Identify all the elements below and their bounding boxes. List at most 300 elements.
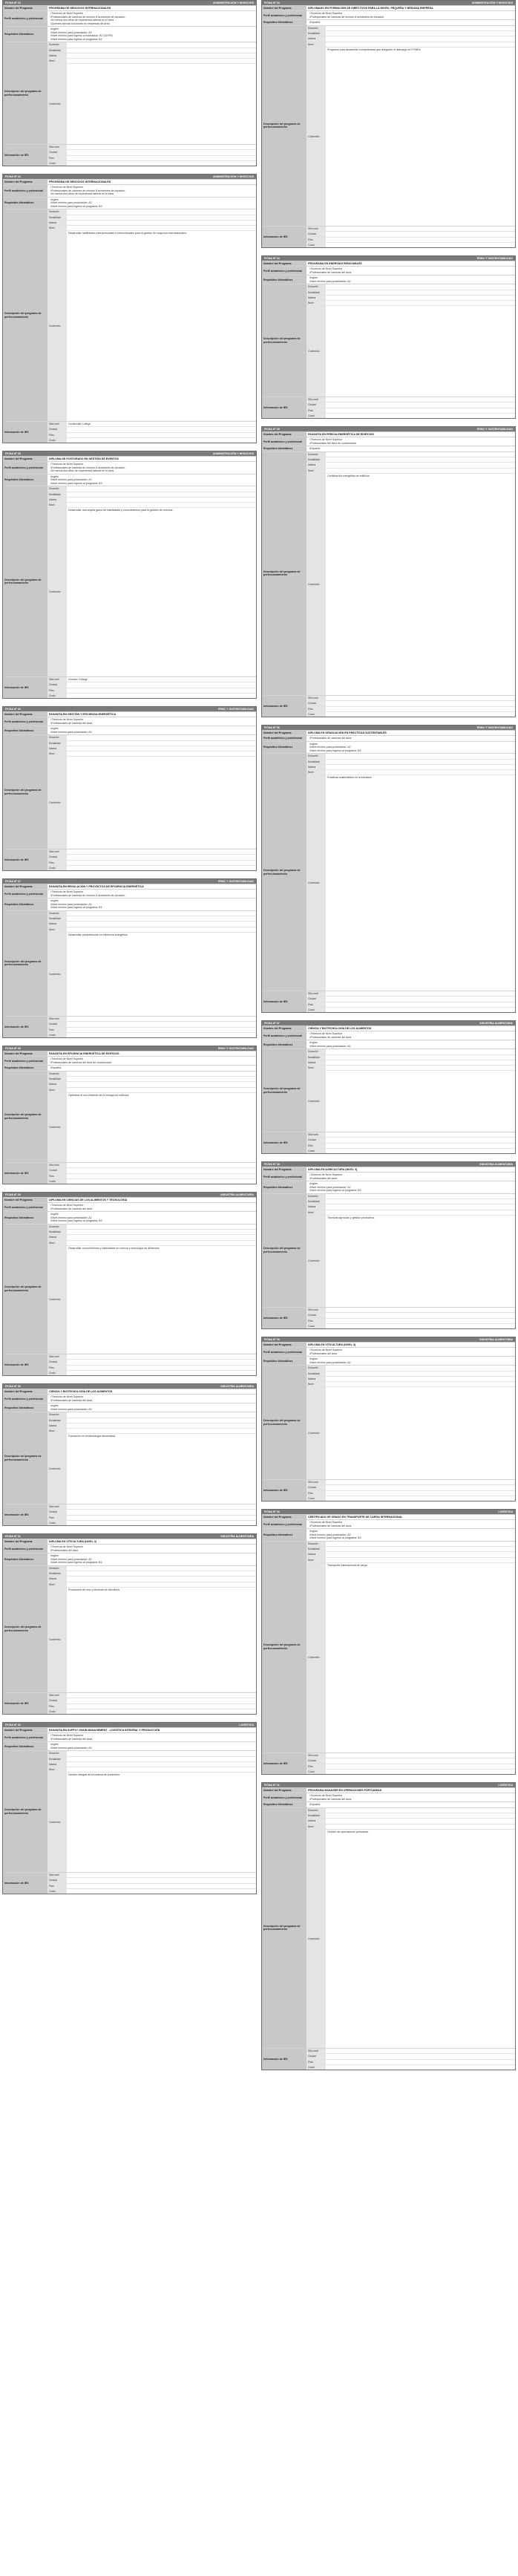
info-row <box>3 144 256 166</box>
requirements-label: Requisitos Idiomáticos <box>262 275 306 284</box>
field-label: Idioma <box>306 1377 326 1381</box>
requirement-item: • Nivel mínimo para postulación: A2 <box>308 1186 514 1189</box>
info-cost <box>47 865 256 870</box>
field-modality <box>47 1571 256 1576</box>
requirement-item: • Nivel mínimo para ingreso a evaluación: B2 (CEFR) <box>49 34 255 37</box>
profile-items <box>49 1545 255 1552</box>
description-row <box>262 753 515 991</box>
info-fields <box>306 991 515 1012</box>
info-cost <box>306 1496 515 1501</box>
info-field-value[interactable]: Humber College <box>68 677 88 681</box>
field-level <box>306 468 515 473</box>
program-name: DIPLOMA DE POSTGRADO EN GESTIÓN DE EVENTOS <box>49 457 119 460</box>
program-card <box>2 174 257 443</box>
field-modality <box>47 1229 256 1234</box>
profile-item: • Técnicos de Nivel Superior <box>49 718 255 721</box>
profile-list <box>306 267 515 275</box>
requirements-label: Requisitos Idiomáticos <box>3 1212 47 1223</box>
profile-row <box>262 1793 515 1801</box>
info-city <box>47 854 256 859</box>
profile-item: • Técnicos de Nivel Superior <box>49 463 255 466</box>
field-label: Modalidad <box>47 48 67 53</box>
info-field-label: Ciudad <box>47 855 67 859</box>
info-cost <box>47 1370 256 1375</box>
info-field-value <box>326 1496 515 1501</box>
requirement-item: • Nivel mínimo para postulación: A2 <box>308 1361 514 1364</box>
field-level <box>306 1065 515 1070</box>
field-label: Modalidad <box>306 1055 326 1060</box>
field-level <box>47 225 256 230</box>
profile-list <box>47 1057 256 1065</box>
description-fields <box>306 452 515 695</box>
card-area: INDUSTRIA ALIMENTARIA <box>479 1337 513 1341</box>
info-label: Información de IES <box>262 1308 306 1328</box>
field-content <box>47 932 256 1016</box>
program-row <box>262 1342 515 1347</box>
field-label: Duración <box>306 1542 326 1546</box>
field-label: Idioma <box>306 463 326 467</box>
profile-row <box>3 461 256 473</box>
info-label: Información de IES <box>262 226 306 247</box>
program-name: DIPLOMA EN CIENCIAS DE LOS ALIMENTOS Y TECNOLOGÍA <box>49 1199 128 1201</box>
info-field-label: Costo <box>47 438 67 443</box>
info-cost <box>47 1032 256 1037</box>
profile-items <box>308 438 514 445</box>
profile-item: • Profesionales de carreras de mínimo 8 semestres de duración <box>49 189 255 192</box>
field-language <box>47 1423 256 1428</box>
field-value <box>67 757 256 849</box>
requirements-label: Requisitos Idiomáticos <box>3 475 47 486</box>
profile-item: • Profesionales de carreras del área de construcción <box>49 1061 255 1064</box>
field-content <box>306 1829 515 2048</box>
info-field-label: Costo <box>47 866 67 870</box>
profile-item: • Profesionales de carreras del área <box>49 1207 255 1210</box>
requirements-list <box>47 27 256 42</box>
info-cost <box>306 1323 515 1328</box>
requirement-item: • Nivel mínimo para ingreso al programa: B2 <box>308 1536 514 1539</box>
info-cost <box>306 242 515 247</box>
profile-item: • Profesionales de carreras del área <box>49 1738 255 1741</box>
requirements-label: Requisitos Idiomáticos <box>262 1529 306 1540</box>
requirements-list <box>306 1357 515 1365</box>
field-label: Duración <box>47 1072 67 1076</box>
card-area: ERNC Y SUSTENTABILIDAD <box>476 725 513 729</box>
info-field-label: Sitio web <box>47 422 67 426</box>
card-area: LOGÍSTICA <box>498 1783 513 1787</box>
description-label: Descripción del programa de perfeccionamiento <box>262 26 306 226</box>
program-card <box>2 1383 257 1526</box>
info-field-label: Sitio web <box>306 226 326 231</box>
info-field-label: País <box>47 1174 67 1178</box>
requirement-items <box>49 727 255 734</box>
profile-item: • Técnicos de Nivel Superior <box>308 1794 514 1797</box>
requirements-label: Requisitos Idiomáticos <box>262 446 306 451</box>
requirements-label: Requisitos Idiomáticos <box>262 742 306 753</box>
info-label: Información de IES <box>3 1873 47 1894</box>
requirements-row <box>3 197 256 209</box>
field-label: Modalidad <box>47 1757 67 1761</box>
field-label: Contenido <box>47 1434 67 1504</box>
requirements-label: Requisitos Idiomáticos <box>3 1553 47 1565</box>
info-field-label: Costo <box>47 1889 67 1894</box>
requirements-label: Requisitos Idiomáticos <box>3 726 47 734</box>
info-field-label: Costo <box>306 414 326 418</box>
requirements-row <box>3 1741 256 1750</box>
field-modality <box>47 492 256 497</box>
field-value: Optimizar el uso eficiente de la energía en edificios. <box>68 1093 130 1097</box>
field-modality <box>306 1813 515 1818</box>
field-modality <box>306 290 515 295</box>
field-label: Duración <box>47 1566 67 1571</box>
program-card <box>2 451 257 699</box>
info-country <box>47 1365 256 1370</box>
info-field-label: País <box>306 1319 326 1323</box>
requirement-item: • Español <box>308 21 514 24</box>
requirement-item: • Nivel mínimo para ingreso al programa: B2 <box>49 205 255 208</box>
info-country <box>306 408 515 413</box>
profile-row <box>3 1056 256 1065</box>
field-label: Idioma <box>47 746 67 751</box>
info-field-label: Sitio web <box>306 1308 326 1312</box>
requirements-label: Requisitos Idiomáticos <box>262 1040 306 1049</box>
requirements-row <box>262 741 515 753</box>
info-row <box>262 397 515 418</box>
field-label: Modalidad <box>306 1813 326 1818</box>
field-modality <box>306 759 515 764</box>
info-cost <box>47 1178 256 1184</box>
field-label: Nivel <box>47 1582 67 1587</box>
field-label: Contenido <box>306 775 326 991</box>
program-row <box>3 179 256 184</box>
info-field-label: País <box>47 688 67 693</box>
field-label: Nivel <box>306 469 326 473</box>
profile-item: • Técnicos de Nivel Superior <box>308 1521 514 1524</box>
field-language <box>47 220 256 225</box>
description-fields <box>306 754 515 991</box>
info-row <box>3 1162 256 1184</box>
field-label: Nivel <box>47 1429 67 1433</box>
info-field-value <box>67 866 256 870</box>
field-label: Duración <box>306 1049 326 1054</box>
program-label: Nombre del Programa <box>3 884 47 889</box>
profile-label: Perfil académico y profesional <box>3 717 47 725</box>
field-content <box>47 1092 256 1162</box>
requirements-list <box>47 1553 256 1565</box>
profile-item: • Profesionales del área de construcción <box>308 442 514 445</box>
program-name: DIPLOMA EN VITICULTURA (NIVEL 3) <box>308 1343 355 1346</box>
program-row <box>3 884 256 889</box>
info-field-label: Sitio web <box>47 1873 67 1877</box>
field-value: Prácticas sustentables en la industria. <box>327 776 373 780</box>
info-label: Información de IES <box>3 1693 47 1714</box>
field-level <box>306 300 515 305</box>
profile-item: • Profesionales de carreras del área <box>308 1525 514 1527</box>
program-row <box>262 1514 515 1519</box>
field-label: Duración <box>306 1194 326 1199</box>
info-cost <box>47 160 256 166</box>
requirement-item: • Nivel mínimo para ingreso al programa: B2 <box>49 1219 255 1222</box>
profile-items <box>49 718 255 725</box>
requirement-item: • Inglés <box>308 1182 514 1185</box>
info-city <box>47 1877 256 1882</box>
info-row <box>3 676 256 698</box>
info-field-label: Sitio web <box>47 677 67 682</box>
info-field-label: País <box>306 1491 326 1496</box>
requirements-label: Requisitos Idiomáticos <box>3 899 47 910</box>
info-cost <box>306 413 515 418</box>
profile-row <box>3 889 256 898</box>
requirement-item: • Nivel mínimo para ingreso al programa: B2 <box>308 749 514 752</box>
info-field-label: Ciudad <box>306 1485 326 1490</box>
field-content <box>47 756 256 849</box>
requirement-item: • Nivel mínimo para postulación: A2 <box>308 1533 514 1536</box>
info-row <box>3 1354 256 1375</box>
card-area: ADMINISTRACIÓN Y NEGOCIOS <box>212 1 254 4</box>
requirement-items <box>308 1041 514 1048</box>
requirements-list <box>306 1181 515 1193</box>
description-label: Descripción del programa de perfeccionamiento <box>262 1194 306 1307</box>
program-label: Nombre del Programa <box>3 180 47 184</box>
requirements-list <box>306 742 515 753</box>
profile-item: • Profesionales de carreras del área <box>49 722 255 725</box>
profile-row <box>262 1519 515 1528</box>
field-value: Programa para desarrollar competencias que aseguren el liderazgo en PYMEs. <box>327 48 422 51</box>
program-name: DIPLOMA EN GRADUACIÓN EN PRÁCTICAS SUSTENTABLES <box>308 731 387 734</box>
field-value <box>67 64 256 144</box>
field-language <box>306 1551 515 1556</box>
profile-item: • Técnicos de Nivel Superior <box>308 267 514 270</box>
left-column <box>2 0 257 1902</box>
card-area: INDUSTRIA ALIMENTARIA <box>479 1021 513 1025</box>
requirements-row <box>3 1065 256 1070</box>
field-label: Contenido <box>306 1830 326 2048</box>
description-label: Descripción del programa de perfeccionamiento <box>3 1751 47 1872</box>
info-field-value <box>326 1149 515 1153</box>
requirements-row <box>3 474 256 486</box>
info-field-label: Costo <box>47 1179 67 1184</box>
requirement-item: • Nivel mínimo para postulación: A2 <box>49 1408 255 1411</box>
field-level <box>306 42 515 47</box>
requirement-item: • Nivel mínimo para ingreso al programa: B2 <box>49 1561 255 1564</box>
info-label: Información de IES <box>3 850 47 870</box>
field-content <box>47 1245 256 1354</box>
requirements-list <box>306 1529 515 1540</box>
profile-item: • Técnicos de Nivel Superior <box>308 438 514 441</box>
field-label: Duración <box>306 26 326 30</box>
field-language <box>306 462 515 467</box>
info-field-label: Ciudad <box>306 402 326 407</box>
field-label: Idioma <box>47 922 67 926</box>
field-level <box>47 1240 256 1245</box>
card-id: FICHA Nº 26 <box>5 707 21 711</box>
description-row <box>262 1193 515 1307</box>
info-row <box>262 991 515 1012</box>
field-label: Nivel <box>47 1241 67 1245</box>
info-label: Información de IES <box>262 1480 306 1501</box>
profile-label: Perfil académico y profesional <box>262 1520 306 1528</box>
card-area: ERNC Y SUSTENTABILIDAD <box>476 256 513 260</box>
profile-label: Perfil académico y profesional <box>262 1793 306 1801</box>
info-city <box>306 1484 515 1490</box>
requirement-item: • Nivel mínimo para postulación: A2 <box>49 478 255 481</box>
program-label: Nombre del Programa <box>262 731 306 735</box>
card-area: INDUSTRIA ALIMENTARIA <box>220 1534 254 1538</box>
info-cost <box>306 711 515 717</box>
profile-item: • Técnicos de Nivel Superior <box>308 1032 514 1035</box>
requirement-item: • Nivel mínimo para postulación: A2 <box>49 903 255 906</box>
profile-item: • Técnicos de Nivel Superior <box>49 186 255 189</box>
profile-item: • Técnicos de Nivel Superior <box>49 12 255 15</box>
field-label: Modalidad <box>306 290 326 295</box>
profile-row <box>3 10 256 26</box>
field-value: Gestión de operaciones portuarias. <box>327 1830 369 1833</box>
info-fields <box>306 1132 515 1153</box>
info-fields <box>47 677 256 698</box>
info-field-label: Sitio web <box>47 850 67 854</box>
requirement-items <box>308 1182 514 1192</box>
field-label: Idioma <box>47 1235 67 1239</box>
card-area: ERNC Y SUSTENTABILIDAD <box>217 707 254 711</box>
card-id: FICHA Nº 36 <box>264 725 280 729</box>
info-label: Información de IES <box>3 1163 47 1184</box>
description-label: Descripción del programa de perfeccionamiento <box>3 911 47 1016</box>
program-label: Nombre del Programa <box>3 1198 47 1202</box>
program-row <box>3 1727 256 1732</box>
info-field-label: Ciudad <box>47 427 67 431</box>
requirement-items <box>308 743 514 752</box>
profile-row <box>3 184 256 196</box>
field-content <box>306 1215 515 1307</box>
profile-item: • Profesionales del área <box>308 1352 514 1355</box>
program-name: DIPLOMADO EN FORMACIÓN DE DIRECTIVOS PARA LA MICRO, PEQUEÑA Y MEDIANA EMPRESA <box>308 7 433 10</box>
program-label: Nombre del Programa <box>262 6 306 10</box>
field-value <box>326 306 515 397</box>
requirements-label: Requisitos Idiomáticos <box>262 20 306 25</box>
requirements-label: Requisitos Idiomáticos <box>3 27 47 42</box>
info-country <box>47 1883 256 1888</box>
field-label: Nivel <box>47 503 67 507</box>
field-label: Modalidad <box>47 492 67 497</box>
field-label: Nivel <box>47 1767 67 1772</box>
info-field-label: Ciudad <box>47 1022 67 1026</box>
profile-items <box>308 1794 514 1801</box>
info-country <box>306 237 515 242</box>
requirements-label: Requisitos Idiomáticos <box>3 1742 47 1750</box>
info-field-label: Ciudad <box>306 232 326 236</box>
profile-item: • Profesionales de carreras de mínimo 8 semestres de duración <box>49 16 255 19</box>
field-modality <box>47 1756 256 1761</box>
description-row <box>262 25 515 226</box>
program-label: Nombre del Programa <box>3 457 47 461</box>
requirement-item: • Inglés <box>49 475 255 478</box>
description-label: Descripción del programa de perfeccionamiento <box>3 1072 47 1162</box>
info-field-value[interactable]: Centennial College <box>68 422 91 425</box>
description-fields <box>47 1751 256 1872</box>
profile-list <box>47 890 256 898</box>
description-row <box>3 734 256 849</box>
info-country <box>306 706 515 711</box>
field-label: Idioma <box>47 1424 67 1428</box>
requirements-label: Requisitos Idiomáticos <box>3 1403 47 1412</box>
field-label: Modalidad <box>47 1230 67 1234</box>
requirement-item: • Español <box>308 1803 514 1806</box>
profile-label: Perfil académico y profesional <box>3 185 47 196</box>
program-card <box>2 706 257 871</box>
info-label: Información de IES <box>262 397 306 418</box>
info-label: Información de IES <box>262 2049 306 2070</box>
field-label: Idioma <box>47 1082 67 1086</box>
requirements-row <box>262 1528 515 1540</box>
requirement-item: • Inglés <box>308 743 514 746</box>
info-fields <box>306 1308 515 1328</box>
profile-list <box>47 1203 256 1211</box>
info-label: Información de IES <box>3 1504 47 1525</box>
program-card <box>2 1533 257 1715</box>
profile-label: Perfil académico y profesional <box>3 1395 47 1403</box>
info-row <box>262 1479 515 1501</box>
field-value: Desarrollar habilidades interpersonales e interculturales para la gestión de negocios internacionales. <box>68 232 187 235</box>
field-label: Contenido <box>306 1216 326 1307</box>
program-row <box>3 1389 256 1394</box>
program-label: Nombre del Programa <box>262 261 306 266</box>
card-id: FICHA Nº 24 <box>5 175 21 178</box>
card-id: FICHA Nº 25 <box>5 451 21 455</box>
profile-list <box>306 1348 515 1356</box>
info-country <box>306 2059 515 2064</box>
profile-item: • Profesionales de carreras del área <box>308 1036 514 1039</box>
info-field-label: País <box>306 408 326 413</box>
requirements-list <box>306 1040 515 1049</box>
profile-items <box>49 463 255 472</box>
field-language <box>306 36 515 41</box>
profile-item: • Profesionales de carreras del área <box>308 1798 514 1801</box>
field-label: Modalidad <box>47 1077 67 1081</box>
profile-item: • Profesionales del área <box>308 1177 514 1180</box>
profile-item: • Profesionales de carreras de mínimo 8 semestres de duración <box>49 894 255 897</box>
info-country <box>47 688 256 693</box>
profile-item: • Técnicos de Nivel Superior <box>49 1204 255 1207</box>
info-field-label: Ciudad <box>306 1313 326 1317</box>
program-name: PROGRAMA EN ENERGÍAS RENOVABLES <box>308 262 362 265</box>
info-field-label: Costo <box>306 712 326 717</box>
profile-row <box>262 437 515 446</box>
info-city <box>306 402 515 407</box>
field-label: Duración <box>47 735 67 740</box>
info-fields <box>306 397 515 418</box>
info-country <box>306 1490 515 1496</box>
field-modality <box>47 48 256 53</box>
field-label: Idioma <box>306 1552 326 1556</box>
info-label: Información de IES <box>262 991 306 1012</box>
field-modality <box>306 1546 515 1551</box>
requirement-items <box>308 1803 514 1806</box>
card-id: FICHA Nº 28 <box>5 1046 21 1050</box>
profile-list <box>47 1545 256 1553</box>
field-label: Modalidad <box>47 741 67 746</box>
info-cost <box>47 1709 256 1714</box>
info-field-label: Sitio web <box>47 1354 67 1359</box>
info-label: Información de IES <box>3 1354 47 1375</box>
info-field-label: País <box>306 707 326 711</box>
program-row <box>262 1167 515 1172</box>
program-name: DIPLOMA EN VITICULTURA (NIVEL 3) <box>49 1540 96 1543</box>
profile-item: • Profesionales de carreras de mínimo 8 semestres de duración <box>49 466 255 469</box>
description-fields <box>47 1225 256 1354</box>
info-field-label: País <box>306 1002 326 1007</box>
description-label: Descripción del programa de perfeccionamiento <box>3 42 47 144</box>
field-content <box>47 230 256 420</box>
description-row <box>3 1412 256 1504</box>
